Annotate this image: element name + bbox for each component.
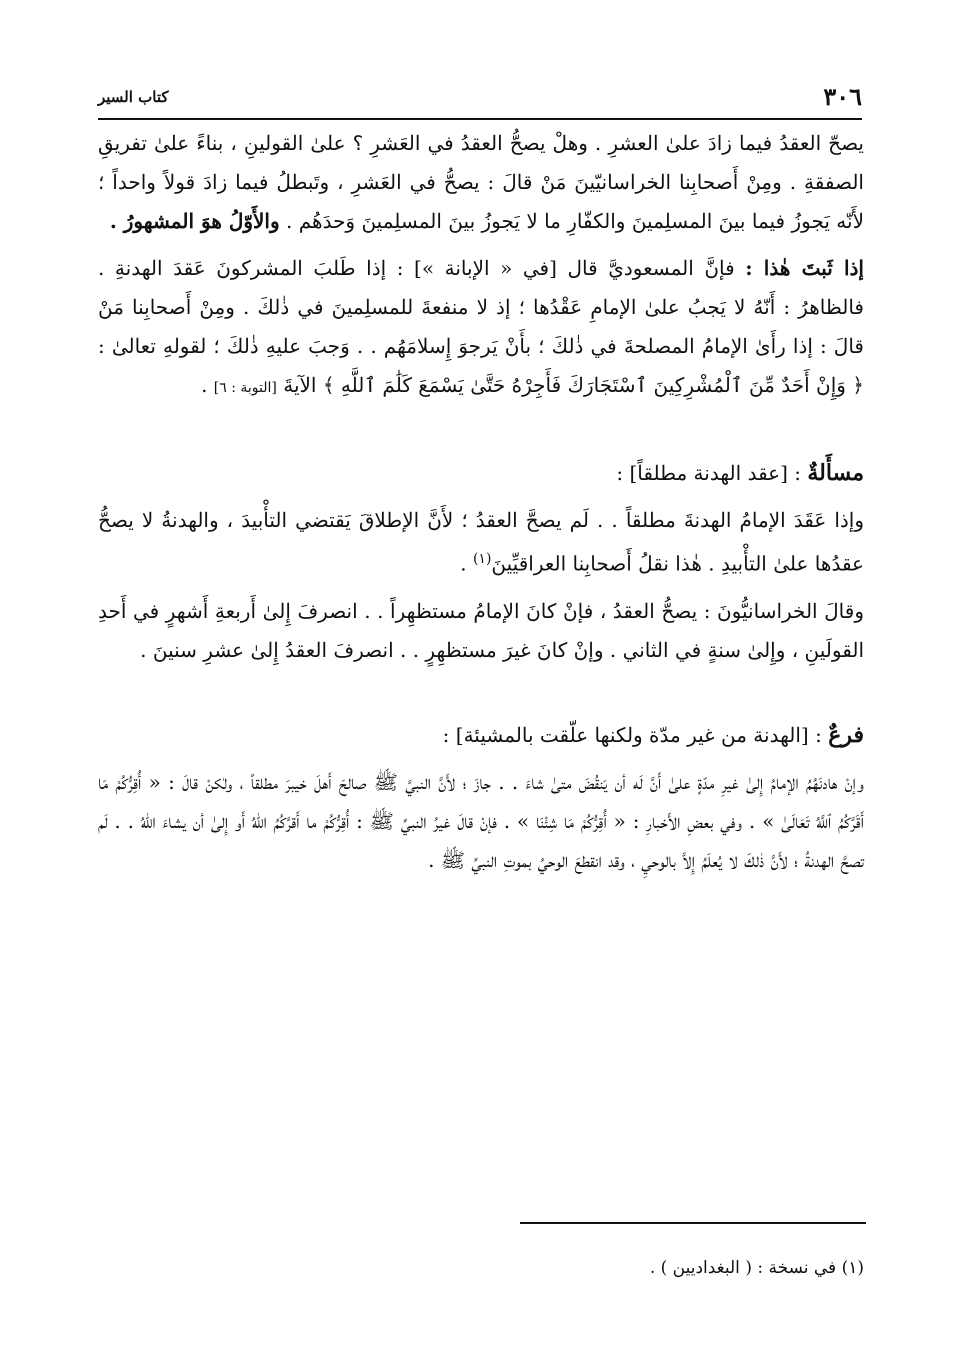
- far-heading: فرعٌ: [828, 721, 864, 748]
- paragraph-1-text: يصحّ العقدُ فيما زادَ علىٰ العشرِ . وهلْ يصحُّ العقدُ في العَشرِ ؟ علىٰ القولينِ ، بناءً علىٰ تفريقِ الصفقةِ . ومِنْ أَصحابِنا الخراسانيّينَ مَنْ قالَ : يصحُّ في العَشرِ ، وتَبطلُ فيما زادَ قولاً واحداً ؛ لأَنّه يَجوزُ فيما بينَ المسلِمينَ والكفّارِ ما لا يَجوزُ بينَ المسلِمينَ وَحدَهُم .: [98, 131, 864, 233]
- footnote: [98, 1258, 864, 1278]
- far-heading-line: [98, 716, 864, 755]
- far-paragraph-text: وإنْ هادنَهُمُ الإمامُ إِلىٰ غيرِ مدّةٍ علىٰ أَنَّ لَه أن يَنقُضَ متىٰ شاءَ . . جازَ ؛ لأَنَّ النبيَّ ﷺ صالحَ أَهلَ خيبرَ مطلقاً ، ولٰكنْ قالَ : « أُقِرُّكُمْ مَا أَقَرَّكُمُ ٱللَّهُ تَعَالَىٰ » . وفي بعضِ الأَخبارِ : « أُقِرُّكُمْ مَا شِئْنَا » . فإنْ قالَ غيرُ النبيِّ ﷺ : أُقِرُّكُمْ ما أَقرَّكُمُ اللهُ أَو إِلىٰ أن يشاءَ اللهُ . . لَم تصحَّ الهدنةُ ؛ لأَنَّ ذٰلكَ لا يُعلَمُ إِلاَّ بالوحيِ ، وقد انقطعَ الوحيُ بموتِ النبيِّ ﷺ .: [98, 769, 864, 872]
- masala-paragraph-1-end: .: [460, 551, 467, 576]
- section-spacer: [98, 678, 864, 716]
- paragraph-2-lead: إذا ثَبتَ هٰذا :: [745, 256, 864, 280]
- masala-paragraph-2: [98, 592, 864, 670]
- footnote-text: في نسخة : ( البغداديين ) .: [649, 1258, 837, 1278]
- footnote-number: (١): [841, 1258, 864, 1278]
- footnote-marker: (١): [472, 551, 492, 567]
- running-title: كتاب السير: [98, 88, 169, 106]
- section-spacer: [98, 416, 864, 454]
- far-paragraph: [98, 763, 864, 880]
- masala-title: : [عقد الهدنة مطلقاً] :: [616, 461, 802, 485]
- masala-heading: مسأَلةٌ: [807, 460, 864, 486]
- paragraph-2: [98, 249, 864, 408]
- masala-paragraph-2-text: وقالَ الخراسانيُّونَ : يصحُّ العقدُ ، فإنْ كانَ الإمامُ مستظهِراً . . انصرفَ إِلىٰ أَربعةِ أَشهرٍ في أَحدِ القولَينِ ، وإِلىٰ سنةٍ في الثاني . وإنْ كانَ غيرَ مستظهِرٍ . . انصرفَ العقدُ إِلىٰ عشرِ سنينَ .: [98, 598, 864, 662]
- paragraph-2-end: .: [201, 373, 208, 397]
- paragraph-2-text: فإنَّ المسعوديَّ قال [في « الإبانة »] : إذا طَلبَ المشركونَ عَقدَ الهدنةِ . فالظاهرُ : أَنّهُ لا يَجبُ علىٰ الإمامِ عَقْدُها ؛ إذ لا منفعةَ للمسلِمينَ في ذٰلكَ . ومِنْ أَصحابِنا مَنْ قالَ : إذا رأَىٰ الإمامُ المصلحةَ في ذٰلكَ ؛ بأَنْ يَرجوَ إِسلامَهُم . . وَجبَ عليهِ ذٰلكَ ؛ لقولهِ تعالىٰ : ﴿ وَإِنْ أَحَدٌ مِّنَ ٱلْمُشْرِكِينَ ٱسْتَجَارَكَ فَأَجِرْهُ حَتَّىٰ يَسْمَعَ كَلَٰمَ ٱللَّهِ ﴾ الآيةَ: [98, 256, 864, 397]
- paragraph-1-bold: والأَوّلُ هوَ المشهورُ .: [109, 209, 280, 233]
- masala-paragraph-1: [98, 501, 864, 584]
- page-header: [98, 82, 862, 120]
- quran-reference: [التوبة : ٦]: [213, 380, 277, 396]
- masala-heading-line: [98, 454, 864, 493]
- footnote-divider: [520, 1222, 866, 1224]
- masala-paragraph-1-text: وإذا عَقَدَ الإمامُ الهدنةَ مطلقاً . . لَم يصحَّ العقدُ ؛ لأَنَّ الإطلاقَ يَقتضي التأْبيدَ ، والهدنةُ لا يصحُّ عقدُها علىٰ التأْبيدِ . هٰذا نقلُ أَصحابِنا العراقيِّينَ: [98, 508, 864, 576]
- far-title: : [الهدنة من غير مدّة ولكنها علّقت بالمشيئة] :: [442, 722, 822, 747]
- page-number: ٣٠٦: [823, 82, 862, 111]
- main-text: [98, 124, 864, 888]
- paragraph-1: [98, 124, 864, 241]
